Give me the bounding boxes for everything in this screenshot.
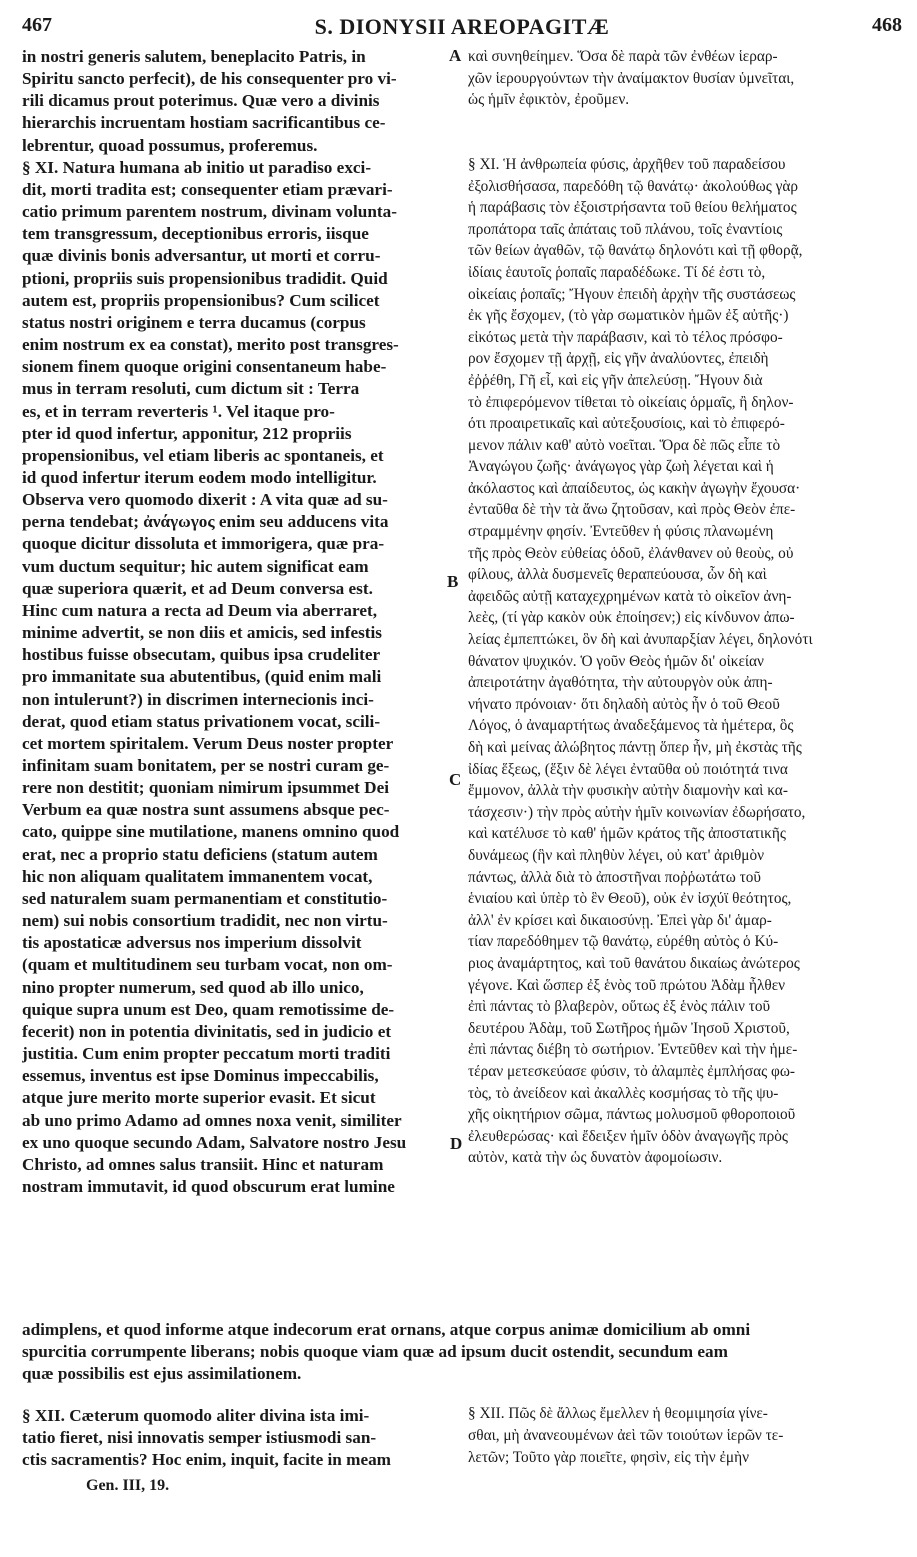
margin-marker-b: B <box>447 572 459 591</box>
latin-line: nem) sui nobis consortium tradidit, nec non virtu- <box>22 911 388 931</box>
latin-line: quique supra unum est Deo, quam remotissime de- <box>22 999 395 1019</box>
greek-line: ἐῤῥέθη, Γῆ εἶ, καὶ εἰς γῆν ἀπελεύσῃ. Ἤγουν διὰ <box>468 371 763 389</box>
greek-line: Ἀναγώγου ζωῆς· ἀνάγωγος γὰρ ζωὴ λέγεται καὶ ἡ <box>468 458 774 476</box>
greek-line: δευτέρου Ἀδὰμ, τοῦ Σωτῆρος ἡμῶν Ἰησοῦ Χριστοῦ, <box>468 1019 790 1037</box>
latin-line: (quam et multitudinem seu turbam vocat, non om- <box>22 955 393 975</box>
latin-line: sionem finem quoque origini consentaneum habe- <box>22 357 387 377</box>
full-width-latin <box>22 1319 902 1385</box>
latin-line: ctis sacramentis? Hoc enim, inquit, facite in meam <box>22 1450 391 1470</box>
latin-line: nostram immutavit, id quod obscurum erat lumine <box>22 1176 395 1196</box>
margin-marker-a: A <box>449 46 462 65</box>
latin-line: perna tendebat; ἀνάγωγος enim seu adducens vita <box>22 512 389 532</box>
latin-line: hierarchis incruentam hostiam sacrificantibus ce- <box>22 113 386 133</box>
greek-line: γέγονε. Καὶ ὥσπερ ἐξ ἑνὸς τοῦ πρώτου Ἀδὰμ ἦλθεν <box>468 976 786 994</box>
greek-line: χῶν ἱερουργούντων τὴν ἀναίμακτον θυσίαν ὑμνεῖται, <box>468 69 795 87</box>
latin-line: Christo, ad omnes salus transiit. Hinc et naturam <box>22 1154 384 1174</box>
greek-line: ρον ἔσχομεν τῇ ἀρχῇ, εἰς γῆν ἀναλύοντες, ἐπειδὴ <box>468 350 769 368</box>
greek-line: τὸς, τὸ ἀνείδεον καὶ ἀκαλλὲς κοσμήσας τὸ τῆς ψυ- <box>468 1084 779 1102</box>
greek-line: οἰκείαις ῥοπαῖς; Ἤγουν ἐπειδὴ ἀρχὴν τῆς συστάσεως <box>468 285 796 303</box>
latin-line: hic non aliquam qualitatem immanentem vocat, <box>22 866 373 886</box>
greek-line: μενον πάλιν καθ' αὐτὸ νοεῖται. Ὅρα δὲ πῶς εἶπε τὸ <box>468 436 781 454</box>
greek-line: § XII. Πῶς δὲ ἄλλως ἔμελλεν ἡ θεομιμησία γίνε- <box>468 1405 768 1422</box>
running-title: S. DIONYSII AREOPAGITÆ <box>314 14 610 39</box>
margin-marker-c: C <box>449 770 462 789</box>
greek-line: ἡ παράβασις τὸν ἐξοιστρήσαντα τοῦ θείου θελήματος <box>468 199 797 217</box>
right-page-number: 468 <box>872 14 902 36</box>
greek-line: τῆς πρὸς Θεὸν εὐθείας ὁδοῦ, ἐλάνθανεν οὐ θεοὺς, οὐ <box>468 544 794 562</box>
latin-line: tem transgressum, deceptionibus erroris, iisque <box>22 224 369 244</box>
footnote: Gen. III, 19. <box>86 1477 170 1494</box>
greek-line: προπάτορα ταῖς ἀπάταις τοῦ πλάνου, τοῖς ἐναντίοις <box>468 220 783 238</box>
full-width-line: adimplens, et quod informe atque indecorum erat ornans, atque corpus animæ domicilium ab omni <box>22 1320 751 1339</box>
greek-line: στραμμένην φησίν. Ἐντεῦθεν ἡ φύσις πλανωμένη <box>468 523 774 541</box>
latin-line: es, et in terram reverteris ¹. Vel itaque pro- <box>22 401 335 421</box>
greek-line: λεὲς, (τί γὰρ κακὸν οὐκ ἐποίησεν;) εἰς κίνδυνον ἀπω- <box>468 609 795 627</box>
greek-line: ἀλλ' ἐν κρίσει καὶ δικαιοσύνῃ. Ἐπεὶ γὰρ δι' ἁμαρ- <box>468 911 772 929</box>
latin-line: cet mortem spiritalem. Verum Deus noster propter <box>22 733 394 753</box>
latin-line: pter id quod infertur, apponitur, 212 propriis <box>22 423 352 443</box>
latin-line: in nostri generis salutem, beneplacito Patris, in <box>22 47 366 66</box>
greek-line: λετῶν; Τοῦτο γὰρ ποιεῖτε, φησὶν, εἰς τὴν ἐμὴν <box>468 1449 749 1466</box>
latin-line: justitia. Cum enim propter peccatum morti traditi <box>22 1044 391 1064</box>
full-width-line: quæ possibilis est ejus assimilationem. <box>22 1364 302 1384</box>
latin-line: non intulerunt?) in discrimen internecionis inci- <box>22 689 374 709</box>
greek-line: ἐπὶ πάντας τὸ βλαβερὸν, οὕτως ἐξ ἑνὸς πάλιν τοῦ <box>468 998 771 1016</box>
latin-line: Verbum ea quæ nostra sunt assumens absque pec- <box>22 800 390 820</box>
latin-line: tis apostaticæ adversus nos imperium dissolvit <box>22 933 362 953</box>
latin-line: quæ superiora quærit, et ad Deum conversa est. <box>22 578 373 598</box>
greek-line: τέραν μετεσκεύασε φύσιν, τὸ ἀλαμπὲς ἐμπλήσας φω- <box>468 1062 796 1080</box>
latin-line: catio primum parentem nostrum, divinam volunta- <box>22 202 397 222</box>
latin-line: status nostri originem e terra ducamus (corpus <box>22 312 366 332</box>
latin-line: rere non destitit; quoniam nimirum ipsummet Dei <box>22 778 389 798</box>
greek-line: εἰκότως μετὰ τὴν παράβασιν, καὶ τὸ τέλος πρόσφο- <box>468 328 783 346</box>
greek-line: ἐλευθερώσας· καὶ ἔδειξεν ἡμῖν ὁδὸν ἀναγωγῆς πρὸς <box>468 1127 788 1145</box>
latin-line: pro immanitate sua abutentibus, (quid enim mali <box>22 667 382 687</box>
greek-line: ἐνταῦθα δὲ τὴν τὰ ἄνω ζητοῦσαν, καὶ πρὸς Θεὸν ἐπε- <box>468 501 796 519</box>
greek-column <box>468 46 898 1169</box>
latin-line: autem est, propriis propensionibus? Cum scilicet <box>22 290 380 310</box>
latin-line: essemus, inventus est ipse Dominus impeccabilis, <box>22 1066 379 1086</box>
latin-line: atque jure merito morte superior evasit. Et sicut <box>22 1088 376 1108</box>
latin-line: sed naturalem suam permanentiam et constitutio- <box>22 888 388 908</box>
latin-line: § XI. Natura humana ab initio ut paradiso exci- <box>22 157 372 177</box>
greek-line: λείας ἐμπεπτώκει, ὃν δὴ καὶ ἀνυπαρξίαν λέγει, δηλονότι <box>468 631 813 649</box>
greek-line: τῶν θείων ἀγαθῶν, τῷ θανάτῳ δηλονότι καὶ τῇ φθορᾷ, <box>468 242 803 260</box>
latin-line: erat, nec a proprio statu deficiens (statum autem <box>22 844 378 864</box>
greek-line: ἑνιαίου καὶ ὑπὲρ τὸ ἓν Θεοῦ), οὐκ ἐν ἰσχύϊ θεότητος, <box>468 890 792 908</box>
latin-line: cato, quippe sine mutilatione, manens omnino quod <box>22 822 400 842</box>
latin-line: derat, quod etiam status privationem vocat, scili- <box>22 711 381 731</box>
greek-line: ότι προαιρετικαῖς καὶ αὐτεξουσίοις, καὶ τὸ ἐπιφερό- <box>468 415 785 433</box>
greek-line: σθαι, μὴ ἀνανεουμένων ἀεὶ τῶν τοιούτων ἱερῶν τε- <box>468 1427 784 1444</box>
greek-column-section-12 <box>468 1403 898 1469</box>
greek-line: δὴ καὶ μείνας ἀλώβητος πάντῃ ὅπερ ἦν, μὴ ἐκστὰς τῆς <box>468 739 802 756</box>
latin-line: § XII. Cæterum quomodo aliter divina ista imi- <box>22 1406 370 1425</box>
latin-line: hostibus fuisse obsecutam, quibus ipsa crudeliter <box>22 645 381 665</box>
latin-line: propensionibus, vel etiam liberis ac spontaneis, et <box>22 445 384 465</box>
page-header <box>22 14 902 40</box>
greek-line: ἀκόλαστος καὶ ἀπαίδευτος, ὡς κακὴν ἀγωγὴν ἔχουσα· <box>468 479 801 497</box>
greek-line: § XI. Ἡ ἀνθρωπεία φύσις, ἀρχῆθεν τοῦ παραδείσου <box>468 155 786 173</box>
latin-line: ex uno quoque secundo Adam, Salvatore nostro Jesu <box>22 1132 407 1152</box>
greek-line: ἔμμονον, ἀλλὰ τὴν φυσικὴν αὐτὴν διαμονὴν καὶ κα- <box>468 782 788 800</box>
full-width-line: spurcitia corrumpente liberans; nobis quoque viam quæ ad ipsum ducit ostendit, secundum eam <box>22 1342 728 1362</box>
greek-line <box>468 132 898 154</box>
latin-line: quoque dicitur dissoluta et immorigera, quæ pra- <box>22 534 385 554</box>
greek-line: ἐκ γῆς ἔσχομεν, (τὸ γὰρ σωματικὸν ἡμῶν ἐξ αὐτῆς·) <box>468 307 789 325</box>
greek-line: ἀπειροτάτην ἀγαθότητα, τὴν αὐτουργὸν οὐκ ἀπη- <box>468 674 773 692</box>
greek-line: αὐτὸν, κατὰ τὴν ὡς δυνατὸν ἀφομοίωσιν. <box>468 1149 723 1167</box>
latin-line: rili dicamus prout poterimus. Quæ vero a divinis <box>22 91 380 111</box>
latin-line: infinitam suam bonitatem, per se nostri curam ge- <box>22 756 390 775</box>
latin-line: minime advertit, se non diis et amicis, sed infestis <box>22 623 382 643</box>
latin-line: dit, morti tradita est; consequenter etiam prævari- <box>22 179 393 199</box>
greek-line: τὸ ἐπιφερόμενον τίθεται τὸ οἰκείαις ὁρμαῖς, ἢ δηλον- <box>468 393 794 411</box>
greek-line: ριος ἀναμάρτητος, καὶ τοῦ θανάτου δικαίως ἀνώτερος <box>468 954 800 972</box>
latin-line: mus in terram resoluti, cum dictum sit : Terra <box>22 379 360 399</box>
greek-line: τάσχεσιν·) τὴν πρὸς αὐτὴν ἡμῖν κοινωνίαν ἐδωρήσατο, <box>468 803 806 821</box>
latin-line: fecerit) non in potentia divinitatis, sed in judicio et <box>22 1021 392 1041</box>
greek-line: νήνατο πρόνοιαν· ὅτι δηλαδὴ αὐτὸς ἦν ὁ τοῦ Θεοῦ <box>468 695 780 713</box>
greek-line: φίλους, ἀλλὰ δυσμενεῖς θεραπεύουσα, ὧν δὴ καὶ <box>468 566 767 584</box>
latin-column-section-12 <box>22 1405 454 1471</box>
greek-line: ἀφειδῶς αὐτῇ καταχεχρημένων κατὰ τὸ οἰκεῖον ἀνη- <box>468 587 792 605</box>
left-page-number: 467 <box>22 14 52 36</box>
greek-line: ἰδίας ἕξεως, (ἕξιν δὲ λέγει ἐνταῦθα οὐ ποιότητά τινα <box>468 760 788 778</box>
latin-line: tatio fieret, nisi innovatis semper istiusmodi san- <box>22 1428 377 1448</box>
latin-line: ab uno primo Adamo ad omnes noxa venit, similiter <box>22 1110 402 1130</box>
latin-line: lebrentur, quoad possumus, proferemus. <box>22 135 318 155</box>
latin-line: enim nostrum ex ea constat), merito post transgres- <box>22 335 399 355</box>
latin-line: Hinc cum natura a recta ad Deum via aberraret, <box>22 600 377 620</box>
greek-line: χῆς οἰκητήριον σῶμα, πάντως μολυσμοῦ φθοροποιοῦ <box>468 1106 796 1124</box>
greek-line: θάνατον ψυχικόν. Ὁ γοῦν Θεὸς ἡμῶν δι' οἰκείαν <box>468 652 764 670</box>
latin-line: Observa vero quomodo dixerit : A vita quæ ad su- <box>22 490 388 510</box>
margin-marker-d: D <box>450 1134 463 1153</box>
greek-line: καὶ κατέλυσε τὸ καθ' ἡμῶν κράτος τῆς ἀποστατικῆς <box>468 825 786 843</box>
latin-line: quæ divinis bonis adversantur, ut morti et corru- <box>22 246 381 266</box>
greek-line: ἐξολισθήσασα, παρεδόθη τῷ θανάτῳ· ἀκολούθως γὰρ <box>468 177 799 195</box>
latin-line: id quod infertur iterum eodem modo intelligitur. <box>22 467 377 487</box>
greek-line: ὡς ἡμῖν ἐφικτὸν, ἐροῦμεν. <box>468 91 630 109</box>
greek-line: τίαν παρεδόθημεν τῷ θανάτῳ, εὑρέθη αὐτὸς ὁ Κύ- <box>468 933 779 951</box>
greek-line: Λόγος, ὁ ἀναμαρτήτως ἀναδεξάμενος τὰ ἡμέτερα, ὃς <box>468 717 794 735</box>
latin-column <box>22 46 454 1198</box>
latin-line: vum ductum sequitur; hic autem significat eam <box>22 556 369 576</box>
greek-line: δυνάμεως (ἣν καὶ πληθὺν λέγει, οὐ κατ' ἀριθμὸν <box>468 846 765 864</box>
greek-line: ἐπὶ πάντας διέβη τὸ σωτήριον. Ἐντεῦθεν καὶ τὴν ἡμε- <box>468 1041 798 1059</box>
latin-line: ptioni, propriis suis propensionibus tradidit. Quid <box>22 268 388 288</box>
latin-line: Spiritu sancto perfecit), de his consequenter pro vi- <box>22 69 397 89</box>
greek-line: καὶ συνηθείημεν. Ὅσα δὲ παρὰ τῶν ἐνθέων ἱεραρ- <box>468 48 778 65</box>
greek-line <box>468 111 898 133</box>
greek-line: ἰδίαις ἑαυτοῖς ῥοπαῖς παραδέδωκε. Τί δέ ἐστι τὸ, <box>468 263 766 281</box>
latin-line: nino propter numerum, sed quod ab illo unico, <box>22 977 364 997</box>
greek-line: πάντως, ἀλλὰ διὰ τὸ ἀποστῆναι ποῤῥωτάτω τοῦ <box>468 868 761 886</box>
